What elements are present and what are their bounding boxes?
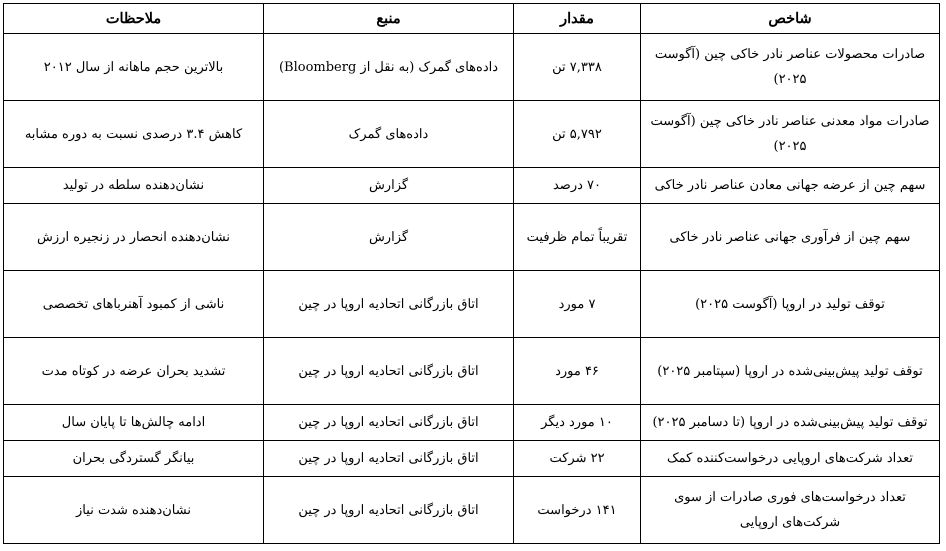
- notes-cell: نشان‌دهنده انحصار در زنجیره ارزش: [4, 204, 264, 271]
- table-row: [4, 168, 940, 204]
- source-cell: اتاق بازرگانی اتحادیه اروپا در چین: [264, 441, 514, 477]
- table-row: [4, 441, 940, 477]
- indicator-cell: تعداد شرکت‌های اروپایی درخواست‌کننده کمک: [641, 441, 940, 477]
- header-source: منبع: [264, 4, 514, 34]
- notes-cell: کاهش ۳.۴ درصدی نسبت به دوره مشابه: [4, 101, 264, 168]
- indicator-cell: سهم چین از فرآوری جهانی عناصر نادر خاکی: [641, 204, 940, 271]
- indicator-cell: توقف تولید پیش‌بینی‌شده در اروپا (سپتامبر ۲۰۲۵): [641, 338, 940, 405]
- table-row: [4, 204, 940, 271]
- indicator-cell: سهم چین از عرضه جهانی معادن عناصر نادر خاکی: [641, 168, 940, 204]
- table-row: [4, 271, 940, 338]
- source-cell: داده‌های گمرک: [264, 101, 514, 168]
- amount-cell: ۷,۳۳۸ تن: [514, 34, 641, 101]
- amount-cell: ۷ مورد: [514, 271, 641, 338]
- table-row: [4, 405, 940, 441]
- header-row: [4, 4, 940, 34]
- indicator-cell: توقف تولید در اروپا (آگوست ۲۰۲۵): [641, 271, 940, 338]
- table-row: [4, 34, 940, 101]
- indicator-cell: تعداد درخواست‌های فوری صادرات از سوی شرکت‌های اروپایی: [641, 477, 940, 544]
- amount-cell: تقریباً تمام ظرفیت: [514, 204, 641, 271]
- source-cell: اتاق بازرگانی اتحادیه اروپا در چین: [264, 338, 514, 405]
- notes-cell: ادامه چالش‌ها تا پایان سال: [4, 405, 264, 441]
- amount-cell: ۵,۷۹۲ تن: [514, 101, 641, 168]
- amount-cell: ۴۶ مورد: [514, 338, 641, 405]
- indicator-cell: توقف تولید پیش‌بینی‌شده در اروپا (تا دسامبر ۲۰۲۵): [641, 405, 940, 441]
- amount-cell: ۱۴۱ درخواست: [514, 477, 641, 544]
- table-row: [4, 338, 940, 405]
- notes-cell: نشان‌دهنده شدت نیاز: [4, 477, 264, 544]
- source-cell: داده‌های گمرک (به نقل از Bloomberg): [264, 34, 514, 101]
- source-cell: اتاق بازرگانی اتحادیه اروپا در چین: [264, 271, 514, 338]
- header-indicator: شاخص: [641, 4, 940, 34]
- notes-cell: بالاترین حجم ماهانه از سال ۲۰۱۲: [4, 34, 264, 101]
- source-cell: اتاق بازرگانی اتحادیه اروپا در چین: [264, 477, 514, 544]
- amount-cell: ۷۰ درصد: [514, 168, 641, 204]
- source-cell: گزارش: [264, 204, 514, 271]
- header-notes: ملاحظات: [4, 4, 264, 34]
- source-cell: اتاق بازرگانی اتحادیه اروپا در چین: [264, 405, 514, 441]
- table-row: [4, 477, 940, 544]
- rare-earth-table: [3, 3, 940, 544]
- notes-cell: نشان‌دهنده سلطه در تولید: [4, 168, 264, 204]
- table-row: [4, 101, 940, 168]
- indicator-cell: صادرات محصولات عناصر نادر خاکی چین (آگوست ۲۰۲۵): [641, 34, 940, 101]
- header-amount: مقدار: [514, 4, 641, 34]
- notes-cell: ناشی از کمبود آهنرباهای تخصصی: [4, 271, 264, 338]
- notes-cell: تشدید بحران عرضه در کوتاه مدت: [4, 338, 264, 405]
- amount-cell: ۱۰ مورد دیگر: [514, 405, 641, 441]
- source-cell: گزارش: [264, 168, 514, 204]
- amount-cell: ۲۲ شرکت: [514, 441, 641, 477]
- indicator-cell: صادرات مواد معدنی عناصر نادر خاکی چین (آگوست ۲۰۲۵): [641, 101, 940, 168]
- notes-cell: بیانگر گستردگی بحران: [4, 441, 264, 477]
- document-page: [3, 3, 939, 544]
